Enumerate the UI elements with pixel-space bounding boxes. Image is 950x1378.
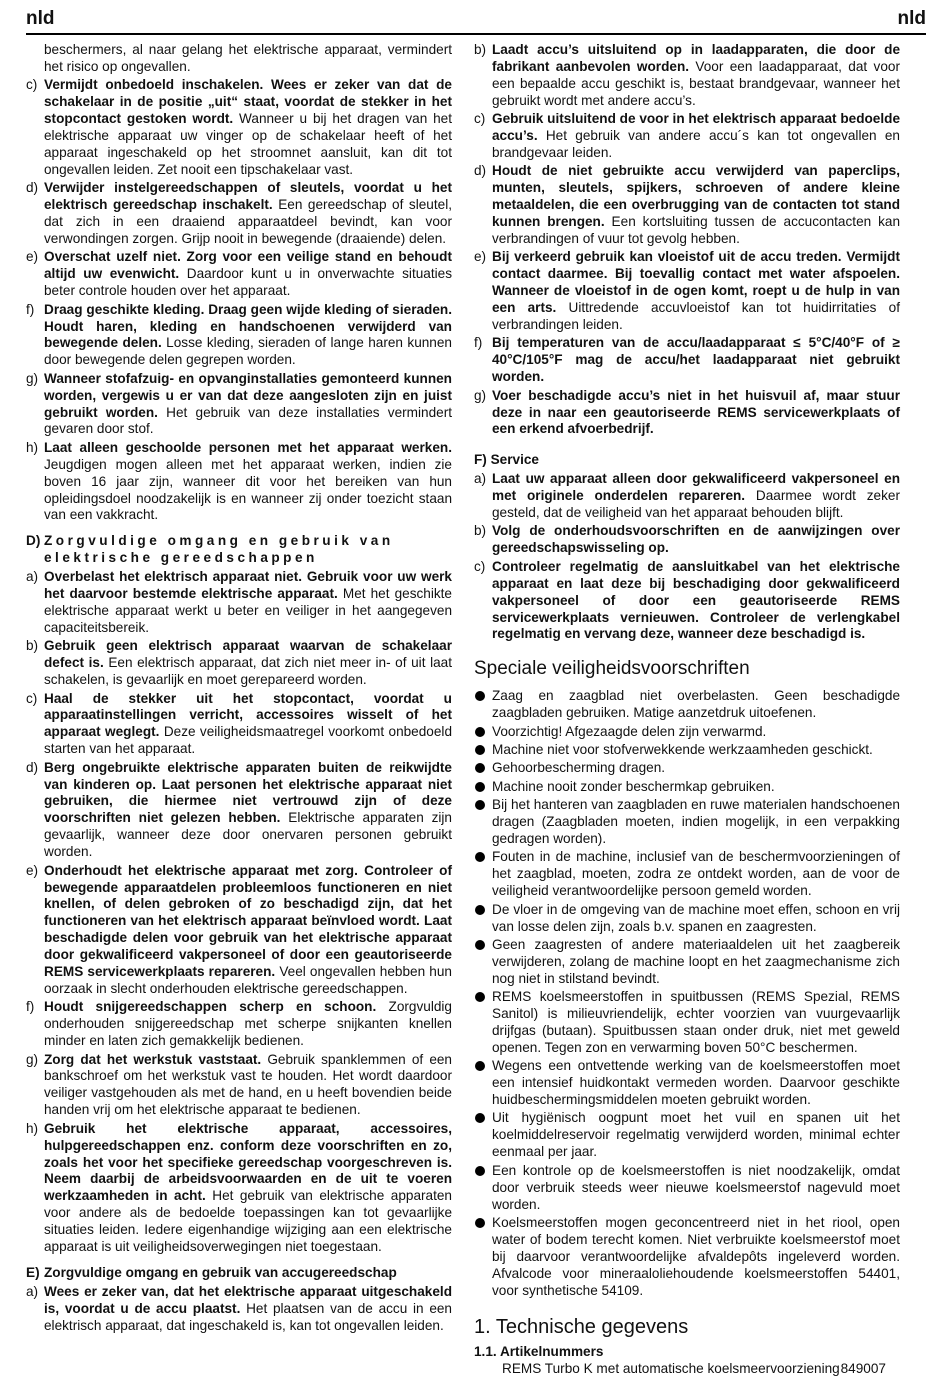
special-safety-title: Speciale veiligheidsvoorschriften bbox=[474, 658, 750, 680]
bullet-dot-icon bbox=[475, 992, 485, 1002]
item-bold-text: Onderhoudt het elektrische apparaat met zorg. Controleer of bewegende apparaatdelen probleemloos functioneren en niet knellen, of delen gebroken of zo beschadigd zijn, dat het functioneren van het elektrisch apparaat beïnvloed wordt. Laat beschadigde delen voor gebruik van het elektrische apparaat door gekwalificeerd vakpersoneel of door een geautoriseerde REMS servicewerkplaats repareren. bbox=[44, 862, 452, 980]
section-f-heading: F) Service bbox=[474, 452, 539, 468]
bullet-item bbox=[474, 742, 900, 759]
item-bold-text: Verwijder instelgereedschappen of sleutels, voordat u het elektrisch gereedschap inschakelt. bbox=[44, 180, 452, 213]
bullet-text: Een kontrole op de koelsmeerstoffen is niet noodzakelijk, omdat door verbruik steeds weer nieuwe koelsmeerstof nagevuld moet worden. bbox=[492, 1162, 900, 1212]
item-letter: b) bbox=[474, 42, 487, 57]
bullet-text: Gehoorbescherming dragen. bbox=[492, 760, 666, 776]
list-item bbox=[474, 111, 900, 162]
list-item bbox=[474, 42, 900, 110]
section-d-title: Zorgvuldige omgang en gebruik van elektrische gereedschappen bbox=[44, 533, 394, 566]
bullet-item bbox=[474, 724, 900, 741]
bullet-dot-icon bbox=[475, 745, 485, 755]
item-letter: a) bbox=[26, 1283, 39, 1299]
item-text: Een kortsluiting tussen de accucontacten kan verbrandingen of vuur tot gevolg hebben. bbox=[492, 214, 901, 246]
item-bold-text: Overbelast het elektrisch apparaat niet. Gebruik voor uw werk het daarvoor bestemde elektrische apparaat. bbox=[44, 569, 452, 602]
list-item bbox=[26, 1052, 452, 1120]
list-item bbox=[26, 180, 452, 248]
item-bold-text: Voer beschadigde accu’s niet in het huisvuil af, maar stuur deze in naar een geautoriseerde REMS servicewerkplaats of een erkend afvoerbedrijf. bbox=[492, 387, 900, 437]
item-bold-text: Laat alleen geschoolde personen met het apparaat werken. bbox=[44, 439, 452, 455]
item-text: Zorgvuldig onderhouden snijgereedschap met scherpe snijkanten knellen minder en laten zich gemakkelijk bedienen. bbox=[44, 999, 452, 1049]
item-letter: e) bbox=[26, 862, 39, 878]
bullet-dot-icon bbox=[475, 800, 485, 810]
item-bold-text: Bij temperaturen van de accu/laadapparaat ≤ 5°C/40°F of ≥ 40°C/105°F mag de accu/het laadapparaat niet gebruikt worden. bbox=[492, 335, 900, 385]
list-item bbox=[26, 569, 452, 637]
bullet-item bbox=[474, 760, 900, 777]
special-safety-list bbox=[474, 688, 900, 1299]
item-text: Elektrische apparaten zijn gevaarlijk, wanneer deze door onervaren personen gebruikt worden. bbox=[44, 810, 452, 860]
section-d-heading bbox=[26, 533, 452, 567]
bullet-item bbox=[474, 989, 900, 1057]
bullet-dot-icon bbox=[475, 782, 485, 792]
list-item bbox=[26, 638, 452, 689]
item-letter: d) bbox=[26, 759, 39, 775]
item-bold-text: Bij verkeerd gebruik kan vloeistof uit de accu treden. Vermijdt contact daarmee. Bij toevallig contact met water afspoelen. Wanneer de vloeistof in de ogen komt, roept u de hulp in van een arts. bbox=[492, 249, 900, 316]
bullet-text: Bij het hanteren van zaagbladen en ruwe materialen handschoenen dragen (Zaagbladen moeten, indien mogelijk, in een verpakking gedragen worden). bbox=[492, 797, 900, 846]
bullet-item bbox=[474, 1110, 900, 1161]
bullet-item bbox=[474, 1163, 900, 1214]
item-bold-text: Berg ongebruikte elektrische apparaten buiten de reikwijdte van kinderen op. Laat personen het elektrische apparaat niet gebruiken, die hiermee niet vertrouwd zijn of deze voorschriften niet gelezen hebben. bbox=[44, 759, 452, 826]
article-number: 849007 bbox=[840, 1361, 886, 1377]
item-text: Daarmee wordt zeker gesteld, dat de veiligheid van het apparaat behouden blijft. bbox=[492, 488, 900, 521]
list-item bbox=[474, 471, 900, 522]
header-rule bbox=[26, 33, 926, 35]
bullet-text: De vloer in de omgeving van de machine moet effen, schoon en vrij van losse delen zijn, zoals b.v. spanen en zaagresten. bbox=[492, 901, 900, 934]
item-letter: g) bbox=[26, 1051, 39, 1067]
technical-data-title: 1. Technische gegevens bbox=[474, 1316, 689, 1339]
list-item bbox=[474, 523, 900, 557]
item-bold-text: Houdt snijgereedschappen scherp en schoon. bbox=[44, 999, 377, 1015]
item-bold-text: Wees er zeker van, dat het elektrische apparaat uitgeschakeld is, voordat u de accu plaatst. bbox=[44, 1283, 452, 1316]
article-name: REMS Turbo K met automatische koelsmeervoorziening bbox=[502, 1361, 840, 1377]
item-letter: a) bbox=[474, 471, 487, 487]
item-bold-text: Gebruik het elektrische apparaat, accessoires, hulpgereedschappen enz. conform deze voorschriften en zo, zoals het voor het specifieke gereedschap voorgeschreven is. Neem daarbij de arbeidsvoorwaarden en de uit te voeren werkzaamheden in acht. bbox=[44, 1120, 452, 1204]
item-letter: d) bbox=[26, 180, 39, 196]
list-item bbox=[26, 691, 452, 759]
article-numbers-title: 1.1. Artikelnummers bbox=[474, 1344, 604, 1360]
item-letter: h) bbox=[26, 1120, 39, 1136]
list-item bbox=[26, 1121, 452, 1256]
bullet-item bbox=[474, 902, 900, 936]
item-bold-text: Overschat uzelf niet. Zorg voor een veilige stand en behoudt altijd uw evenwicht. bbox=[44, 249, 452, 282]
item-text: Veel ongevallen hebben hun oorzaak in slecht onderhouden elektrische gereedschappen. bbox=[44, 964, 452, 996]
item-bold-text: Zorg dat het werkstuk vaststaat. bbox=[44, 1051, 262, 1067]
item-text: Voor een laadapparaat, dat voor een bepaalde accu geschikt is, bestaat brandgevaar, wanneer het gebruikt wordt met andere accu’s. bbox=[492, 58, 900, 108]
header-language-right: nld bbox=[897, 8, 926, 29]
item-text: Het plaatsen van de accu in een elektrisch apparaat, dat ingeschakeld is, kan tot ongevallen leiden. bbox=[44, 1300, 452, 1333]
item-letter: d) bbox=[474, 163, 487, 179]
bullet-text: Machine nooit zonder beschermkap gebruiken. bbox=[492, 778, 775, 794]
bullet-dot-icon bbox=[475, 763, 485, 773]
right-column bbox=[474, 42, 900, 1378]
item-text: Het gebruik van elektrische apparaten voor andere als de bedoelde toepassingen kan tot gevaarlijke situaties leiden. Iedere eigenhandige wijziging aan een elektrische apparaat is uit veiligheidsoverwegingen niet toegestaan. bbox=[44, 1188, 452, 1255]
list-item bbox=[26, 760, 452, 861]
bullet-dot-icon bbox=[475, 1166, 485, 1176]
bullet-item bbox=[474, 849, 900, 900]
item-bold-text: Laadt accu’s uitsluitend op in laadapparaten, die door de fabrikant aanbevolen worden. bbox=[492, 42, 900, 74]
item-bold-text: Wanneer stofafzuig- en opvanginstallaties gemonteerd kunnen worden, vergewis u er van dat deze aangesloten zijn en juist gebruikt worden. bbox=[44, 370, 452, 420]
item-bold-text: Volg de onderhoudsvoorschriften en de aanwijzingen over gereedschapswisseling op. bbox=[492, 523, 900, 556]
list-item bbox=[474, 249, 900, 334]
bullet-item bbox=[474, 797, 900, 848]
section-e-title: Zorgvuldige omgang en gebruik van accugereedschap bbox=[44, 1264, 397, 1280]
list-item bbox=[474, 388, 900, 439]
bullet-dot-icon bbox=[475, 940, 485, 950]
list-item bbox=[26, 77, 452, 178]
bullet-dot-icon bbox=[475, 1113, 485, 1123]
item-letter: b) bbox=[474, 523, 487, 539]
list-item bbox=[474, 559, 900, 644]
left-column bbox=[26, 42, 452, 1336]
item-bold-text: Gebruik geen elektrisch apparaat waarvan de schakelaar defect is. bbox=[44, 638, 452, 671]
list-item bbox=[474, 335, 900, 386]
item-text: Uittredende accuvloeistof kan tot huidirritaties of verbrandingen leiden. bbox=[492, 300, 900, 332]
item-text: Deze veiligheidsmaatregel voorkomt onbedoeld starten van het apparaat. bbox=[44, 724, 453, 757]
bullet-text: Voorzichtig! Afgezaagde delen zijn verwarmd. bbox=[492, 723, 767, 739]
section-e-heading bbox=[26, 1265, 452, 1282]
item-bold-text: Laat uw apparaat alleen door gekwalificeerd vakpersoneel en met originele onderdelen repareren. bbox=[492, 471, 900, 504]
item-letter: c) bbox=[474, 558, 486, 574]
bullet-item bbox=[474, 1215, 900, 1300]
item-text: Wanneer u bij het dragen van het elektrische apparaat uw vinger op de schakelaar heeft of het apparaat ingeschakeld op het stroomnet aansluit, kan dit tot ongevallen leiden. Zet nooit een tipschakelaar vast. bbox=[44, 111, 453, 177]
bullet-dot-icon bbox=[475, 727, 485, 737]
bullet-text: REMS koelsmeerstoffen in spuitbussen (REMS Spezial, REMS Sanitol) is milieuvriendelijk, echter voorzien van vuurgevaarlijk drijfgas (butaan). Spuitbussen staan onder druk, niet met geweld openen. Tegen zon en verwarming boven 50°C beschermen. bbox=[492, 989, 900, 1055]
bullet-dot-icon bbox=[475, 1061, 485, 1071]
section-e-list-continued bbox=[474, 42, 900, 438]
item-text: Met het geschikte elektrische apparaat werkt u beter en veiliger in het aangegeven capaciteitsbereik. bbox=[44, 586, 452, 635]
item-text: Het gebruik van deze installaties vermindert gevaren door stof. bbox=[44, 404, 452, 437]
item-bold-text: Haal de stekker uit het stopcontact, voordat u apparaatinstellingen verricht, accessoires wisselt of het apparaat weglegt. bbox=[44, 690, 452, 740]
item-letter: c) bbox=[26, 690, 38, 706]
bullet-item bbox=[474, 688, 900, 722]
bullet-text: Machine niet voor stofverwekkende werkzaamheden geschickt. bbox=[492, 741, 873, 757]
section-e-list bbox=[26, 1284, 452, 1335]
item-letter: e) bbox=[26, 249, 39, 265]
item-letter: c) bbox=[26, 77, 38, 93]
item-text: Daardoor kunt u in onverwachte situaties beter controle houden over het apparaat. bbox=[44, 266, 452, 299]
item-letter: e) bbox=[474, 249, 487, 265]
header-language-left: nld bbox=[26, 8, 55, 29]
bullet-dot-icon bbox=[475, 905, 485, 915]
item-text: Gebruik spanklemmen of een bankschroef om het werkstuk vast te houden. Het wordt daardoor veiliger vastgehouden als met de hand, en u heeft bovendien beide handen vrij om het elektrische apparaat te bedienen. bbox=[44, 1051, 452, 1118]
item-letter: g) bbox=[474, 387, 487, 403]
bullet-text: Zaag en zaagblad niet overbelasten. Geen beschadigde zaagbladen gebruiken. Matige aanzetdruk uitoefenen. bbox=[492, 688, 900, 721]
item-letter: b) bbox=[26, 638, 39, 654]
bullet-item bbox=[474, 779, 900, 796]
item-letter: h) bbox=[26, 439, 39, 455]
item-letter: f) bbox=[26, 301, 35, 317]
list-item bbox=[26, 371, 452, 439]
bullet-dot-icon bbox=[475, 1218, 485, 1228]
item-letter: f) bbox=[26, 999, 35, 1015]
item-text: Het gebruik van andere accu´s kan tot ongevallen en brandgevaar leiden. bbox=[492, 128, 900, 160]
item-text: Een gereedschap of sleutel, dat zich in een draaiend apparaatdeel bevindt, kan voor verwondingen zorgen. Grijp nooit in bewegende (draaiende) delen. bbox=[44, 197, 452, 246]
item-bold-text: Gebruik uitsluitend de voor in het elektrisch apparaat bedoelde accu’s. bbox=[492, 111, 900, 144]
item-bold-text: Controleer regelmatig de aansluitkabel van het elektrische apparaat en laat deze bij beschadiging door gekwalificeerd vakpersoneel of door een geautoriseerde REMS servicewerkplaats vernieuwen. Controleer de verlengkabel regelmatig en vervang deze, wanneer deze beschadigd is. bbox=[492, 558, 900, 642]
item-text: Losse kleding, sieraden of lange haren kunnen door bewegende delen gegrepen worden. bbox=[44, 335, 452, 368]
bullet-text: Wegens een ontvettende werking van de koelsmeerstoffen moet een intensief huidkontakt vermeden worden. Daarvoor geschikte huidbeschermingsmiddelen moeten gebruikt worden. bbox=[492, 1058, 900, 1108]
bullet-item bbox=[474, 1058, 900, 1109]
list-item bbox=[26, 1284, 452, 1335]
list-item bbox=[26, 249, 452, 300]
section-f-list bbox=[474, 471, 900, 643]
bullet-dot-icon bbox=[475, 852, 485, 862]
item-bold-text: Vermijdt onbedoeld inschakelen. Wees er zeker van dat de schakelaar in de positie „uit“ staat, voordat de stekker in het stopcontact gestoken wordt. bbox=[44, 77, 452, 127]
section-d-list bbox=[26, 569, 452, 1256]
section-d-letter: D) bbox=[26, 533, 41, 549]
item-bold-text: Draag geschikte kleding. Draag geen wijde kleding of sieraden. Houdt haren, kleding en handschoenen verwijderd van bewegende delen. bbox=[44, 301, 452, 351]
item-text: Jeugdigen mogen alleen met het apparaat werken, indien zie boven 16 jaar zijn, wanneer dit voor het bereiken van hun opleidingsdoel noodzakelijk is en wanneer zij onder toezicht staan van een vakkracht. bbox=[44, 456, 452, 523]
item-letter: a) bbox=[26, 569, 39, 585]
intro-text: beschermers, al naar gelang het elektrische apparaat, vermindert het risico op ongevallen. bbox=[44, 42, 452, 74]
bullet-text: Geen zaagresten of andere materiaaldelen uit het zaagbereik verwijderen, zolang de machine loopt en het zaagmechanisme zich nog niet in stilstand bevindt. bbox=[492, 936, 900, 986]
item-bold-text: Houdt de niet gebruikte accu verwijderd van paperclips, munten, sleutels, spijkers, schroeven of andere kleine metaaldelen, die een overbrugging van de contacten tot stand kunnen brengen. bbox=[492, 163, 900, 230]
item-letter: f) bbox=[474, 335, 483, 351]
bullet-text: Koelsmeerstoffen mogen geconcentreerd niet in het riool, open water of bodem terecht komen. Niet verbruikte koelsmeerstof moet bij daarvoor verantwoordelijke afvaldepôts ingeleverd worden. Afvalcode voor mineraaloliehoudende koelsmeerstoffen 54401, voor synthetische 54109. bbox=[492, 1214, 900, 1298]
section-e-letter: E) bbox=[26, 1264, 40, 1280]
bullet-text: Fouten in de machine, inclusief van de beschermvoorzieningen of het zaagblad, moeten, zodra ze ontdekt worden, aan de voor de veiligheid verantwoordelijke persoon gemeld worden. bbox=[492, 849, 900, 899]
list-item bbox=[26, 863, 452, 998]
list-item bbox=[26, 302, 452, 370]
bullet-dot-icon bbox=[475, 691, 485, 701]
list-item bbox=[474, 163, 900, 248]
item-text: Een elektrisch apparaat, dat zich niet meer in- of uit laat schakelen, is gevaarlijk en moet gerepareerd worden. bbox=[44, 655, 452, 688]
list-item bbox=[26, 999, 452, 1050]
left-items-list bbox=[26, 77, 452, 524]
item-letter: c) bbox=[474, 111, 486, 127]
list-item bbox=[26, 440, 452, 525]
bullet-text: Uit hygiënisch oogpunt moet het vuil en spanen uit het koelmiddelreservoir regelmatig verwijderd worden, minimal echter eenmaal per jaar. bbox=[492, 1110, 900, 1160]
item-letter: g) bbox=[26, 370, 39, 386]
article-row bbox=[474, 1361, 900, 1378]
bullet-item bbox=[474, 937, 900, 988]
